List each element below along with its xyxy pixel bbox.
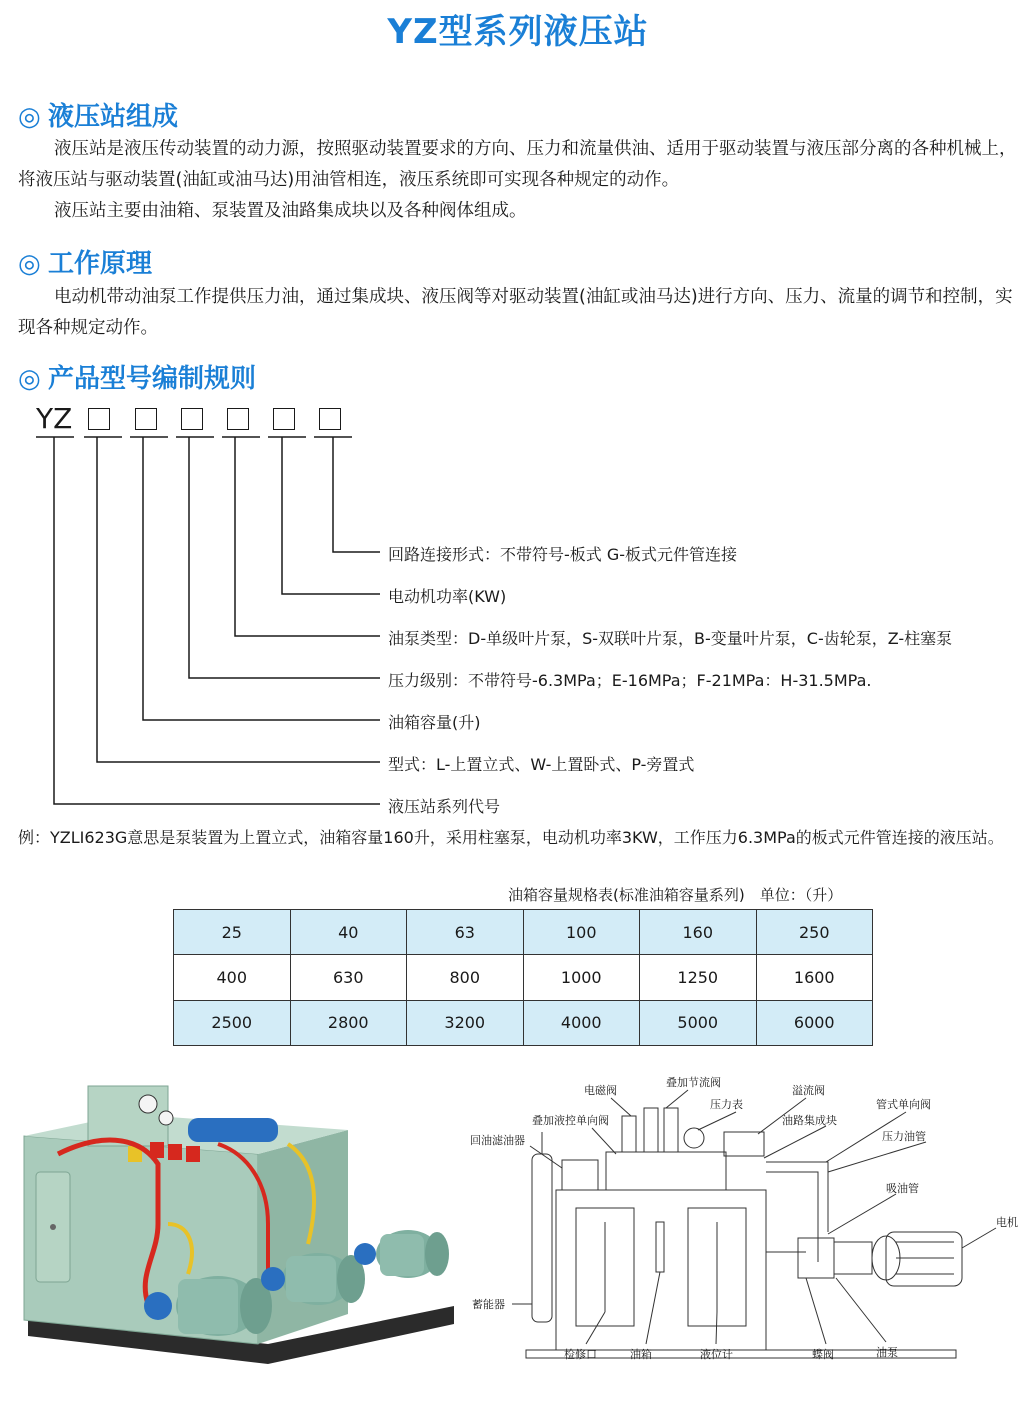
section-mark-icon: ◎ xyxy=(18,249,41,279)
table-cell: 6000 xyxy=(756,1000,873,1045)
section-mark-icon: ◎ xyxy=(18,364,41,394)
rule-label-tank: 油箱容量(升) xyxy=(388,713,481,732)
table-row xyxy=(174,1000,873,1045)
rule-label-circuit: 回路连接形式：不带符号-板式 G-板式元件管连接 xyxy=(388,545,738,564)
label-suction-pipe: 吸油管 xyxy=(886,1182,919,1195)
paragraph: 液压站是液压传动装置的动力源，按照驱动装置要求的方向、压力和流量供油、适用于驱动装置与液压部分离的各种机械上，将液压站与驱动装置(油缸或油马达)用油管相连，液压系统即可实现各种规定的动作。 xyxy=(18,139,1017,190)
label-pressure-pipe: 压力油管 xyxy=(882,1130,926,1143)
table-cell: 630 xyxy=(290,955,407,1000)
label-relief-valve: 溢流阀 xyxy=(792,1084,825,1097)
table-cell: 2800 xyxy=(290,1000,407,1045)
label-oil-tank: 油箱 xyxy=(630,1348,652,1361)
table-cell: 800 xyxy=(407,955,524,1000)
table-row xyxy=(174,955,873,1000)
table-cell: 63 xyxy=(407,910,524,955)
label-inspection-port: 检修口 xyxy=(564,1348,597,1361)
rule-label-type: 型式：L-上置立式、W-上置卧式、P-旁置式 xyxy=(388,755,695,774)
label-accumulator: 蓄能器 xyxy=(472,1298,505,1311)
model-prefix: YZ xyxy=(36,402,73,435)
section-heading-text: 产品型号编制规则 xyxy=(48,364,257,394)
section-heading-text: 液压站组成 xyxy=(48,102,179,132)
rule-label-pump-type: 油泵类型：D-单级叶片泵，S-双联叶片泵，B-变量叶片泵，C-齿轮泵，Z-柱塞泵 xyxy=(388,629,953,648)
table-row xyxy=(174,910,873,955)
label-throttle-valve: 叠加节流阀 xyxy=(666,1076,721,1089)
table-cell: 3200 xyxy=(407,1000,524,1045)
table-cell: 40 xyxy=(290,910,407,955)
table-cell: 4000 xyxy=(523,1000,640,1045)
label-level-gauge: 液位计 xyxy=(700,1348,733,1361)
label-return-filter: 回油滤油器 xyxy=(470,1134,525,1147)
rule-label-motor-power: 电动机功率(KW) xyxy=(388,587,507,606)
table-cell: 400 xyxy=(174,955,291,1000)
paragraph: 液压站主要由油箱、泵装置及油路集成块以及各种阀体组成。 xyxy=(54,201,527,221)
example-text: 例：YZLI623G意思是泵装置为上置立式，油箱容量160升，采用柱塞泵，电动机功率3KW，工作压力6.3MPa的板式元件管连接的液压站。 xyxy=(18,828,1004,847)
table-cell: 2500 xyxy=(174,1000,291,1045)
table-cell: 100 xyxy=(523,910,640,955)
hydraulic-station-photo xyxy=(18,1074,454,1364)
table-cell: 1000 xyxy=(523,955,640,1000)
table-cell: 1600 xyxy=(756,955,873,1000)
table-cell: 5000 xyxy=(640,1000,757,1045)
rule-label-series: 液压站系列代号 xyxy=(388,797,501,816)
label-motor: 电机 xyxy=(996,1216,1018,1229)
table-cell: 250 xyxy=(756,910,873,955)
label-manifold-block: 油路集成块 xyxy=(782,1114,837,1127)
table-cell: 25 xyxy=(174,910,291,955)
rule-label-pressure: 压力级别：不带符号-6.3MPa；E-16MPa；F-21MPa：H-31.5MPa. xyxy=(388,671,872,690)
label-pressure-gauge: 压力表 xyxy=(710,1098,743,1111)
label-pilot-check-valve: 叠加液控单向阀 xyxy=(532,1114,609,1127)
label-oil-pump: 油泵 xyxy=(876,1346,898,1359)
label-check-valve: 管式单向阀 xyxy=(876,1098,931,1111)
section-mark-icon: ◎ xyxy=(18,102,41,132)
label-butterfly-valve: 蝶阀 xyxy=(812,1348,834,1361)
tank-capacity-table xyxy=(173,909,873,1046)
hydraulic-station-schematic xyxy=(466,1072,1030,1372)
table-cell: 160 xyxy=(640,910,757,955)
page-title: YZ型系列液压站 xyxy=(387,12,649,52)
table-cell: 1250 xyxy=(640,955,757,1000)
label-solenoid-valve: 电磁阀 xyxy=(584,1084,617,1097)
paragraph: 电动机带动油泵工作提供压力油，通过集成块、液压阀等对驱动装置(油缸或油马达)进行方向、压力、流量的调节和控制，实现各种规定动作。 xyxy=(18,287,1013,338)
section-heading-text: 工作原理 xyxy=(48,249,153,279)
table-caption: 油箱容量规格表(标准油箱容量系列) 单位：（升） xyxy=(508,886,843,904)
